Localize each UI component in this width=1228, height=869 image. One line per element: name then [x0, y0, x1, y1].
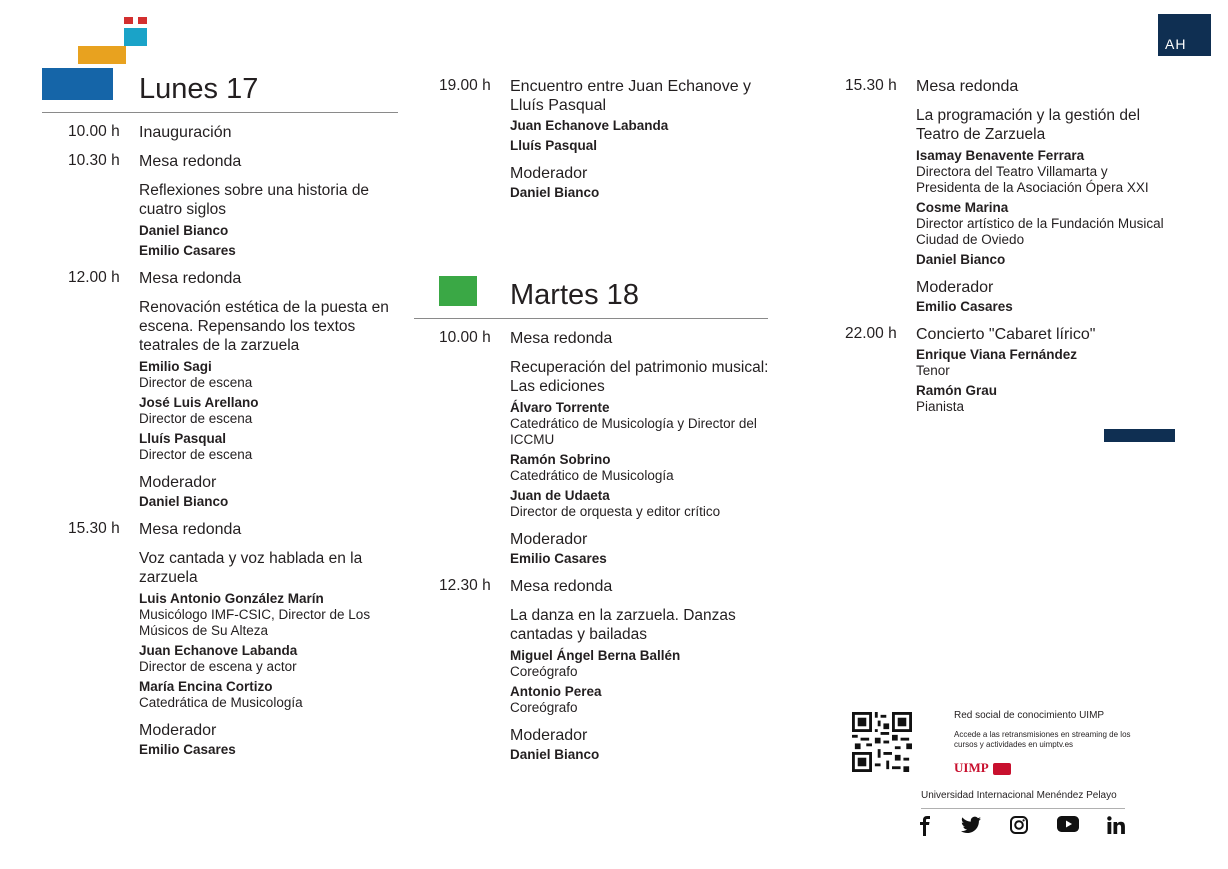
page-badge: [1158, 14, 1211, 56]
decorative-square-red: [124, 17, 133, 24]
schedule-slot: [439, 77, 779, 201]
speaker: [510, 451, 779, 484]
moderator: [510, 550, 779, 567]
moderator-name: Daniel Bianco: [139, 494, 229, 509]
schedule-slot: [68, 152, 398, 259]
speaker: [139, 590, 398, 639]
slot-topic: Recuperación del patrimonio musical: Las ediciones: [510, 359, 769, 395]
slot-time: 12.30 h: [439, 577, 491, 594]
speaker: [510, 683, 779, 716]
streaming-note: Accede a las retransmisiones en streaming de los cursos y actividades en uimptv.es: [954, 730, 1131, 749]
speaker-name: Daniel Bianco: [916, 252, 1006, 267]
speaker-role: Catedrática de Musicología: [139, 695, 303, 710]
qr-code[interactable]: [852, 712, 912, 772]
speaker-name: Ramón Grau: [916, 383, 998, 398]
facebook-icon[interactable]: [918, 816, 932, 836]
schedule-column-martes: [439, 329, 779, 763]
speaker-name: Juan de Udaeta: [510, 488, 610, 503]
speaker: [139, 430, 398, 463]
speaker-name: Miguel Ángel Berna Ballén: [510, 648, 681, 663]
speaker-role: Directora del Teatro Villamarta y Presidenta de la Asociación Ópera XXI: [916, 164, 1149, 195]
moderator: [139, 493, 398, 510]
speaker-name: Juan Echanove Labanda: [510, 118, 669, 133]
moderator-label: Moderador: [510, 727, 588, 744]
slot-title: Encuentro entre Juan Echanove y Lluís Pasqual: [510, 78, 752, 114]
speaker-name: Luis Antonio González Marín: [139, 591, 324, 606]
speaker: [139, 394, 398, 427]
moderator: [510, 184, 779, 201]
moderator-label: Moderador: [916, 279, 994, 296]
speaker-name: María Encina Cortizo: [139, 679, 273, 694]
slot-time: 15.30 h: [68, 520, 120, 537]
network-label: Red social de conocimiento UIMP: [954, 710, 1105, 721]
decorative-square-red: [138, 17, 147, 24]
slot-title: Mesa redonda: [139, 270, 242, 287]
slot-title: Concierto "Cabaret lírico": [916, 326, 1096, 343]
slot-topic: Voz cantada y voz hablada en la zarzuela: [139, 550, 363, 586]
speaker-name: Emilio Casares: [139, 243, 236, 258]
moderator: [139, 741, 398, 758]
speaker-role: Director de orquesta y editor crítico: [510, 504, 721, 519]
moderator-label: Moderador: [139, 474, 217, 491]
slot-time: 22.00 h: [845, 325, 897, 342]
slot-topic: Reflexiones sobre una historia de cuatro siglos: [139, 182, 370, 218]
decorative-block-blue: [42, 68, 113, 100]
speaker: [510, 117, 779, 134]
speaker-role: Coreógrafo: [510, 664, 578, 679]
speaker-name: Antonio Perea: [510, 684, 602, 699]
speaker: [916, 382, 1175, 415]
badge-text: AH: [1165, 36, 1187, 52]
slot-body: [510, 77, 779, 201]
slot-body: [139, 152, 398, 259]
slot-title: Inauguración: [139, 124, 232, 141]
speaker-name: Juan Echanove Labanda: [139, 643, 298, 658]
moderator: [916, 298, 1175, 315]
decorative-bar-navy: [1104, 429, 1175, 442]
speaker-name: Emilio Sagi: [139, 359, 212, 374]
speaker: [916, 199, 1175, 248]
uimp-logo[interactable]: [954, 760, 1011, 776]
moderator-name: Daniel Bianco: [510, 185, 600, 200]
speaker: [510, 487, 779, 520]
instagram-icon[interactable]: [1010, 816, 1028, 834]
speaker-role: Director de escena: [139, 375, 253, 390]
speaker-role: Director de escena: [139, 447, 253, 462]
speaker-name: José Luis Arellano: [139, 395, 259, 410]
speaker: [139, 242, 398, 259]
speaker-role: Catedrático de Musicología y Director del ICCMU: [510, 416, 757, 447]
speaker-name: Isamay Benavente Ferrara: [916, 148, 1085, 163]
speaker: [510, 647, 779, 680]
slot-title: Mesa redonda: [916, 78, 1019, 95]
uimp-logo-text: UIMP: [954, 760, 988, 775]
slot-body: [139, 520, 398, 758]
slot-topic: La programación y la gestión del Teatro de Zarzuela: [916, 107, 1141, 143]
day-title: Lunes 17: [139, 73, 259, 105]
slot-title: Mesa redonda: [139, 153, 242, 170]
speaker-role: Catedrático de Musicología: [510, 468, 674, 483]
day-title: Martes 18: [510, 279, 639, 311]
slot-time: 10.00 h: [439, 329, 491, 346]
slot-time: 10.30 h: [68, 152, 120, 169]
speaker: [510, 137, 779, 154]
schedule-slot: [439, 329, 779, 567]
speaker: [139, 678, 398, 711]
speaker-name: Enrique Viana Fernández: [916, 347, 1078, 362]
decorative-block-teal: [124, 28, 147, 46]
schedule-column-lunes: [68, 123, 398, 758]
speaker-name: Cosme Marina: [916, 200, 1009, 215]
slot-body: [510, 577, 779, 763]
twitter-icon[interactable]: [961, 816, 981, 834]
moderator-name: Daniel Bianco: [510, 747, 600, 762]
speaker: [139, 222, 398, 239]
slot-time: 19.00 h: [439, 77, 491, 94]
speaker-name: Álvaro Torrente: [510, 400, 610, 415]
schedule-slot: [439, 577, 779, 763]
schedule-slot: [845, 77, 1175, 315]
slot-body: [916, 325, 1175, 415]
speaker-name: Daniel Bianco: [139, 223, 229, 238]
youtube-icon[interactable]: [1057, 816, 1079, 832]
decorative-block-orange: [78, 46, 126, 64]
speaker: [139, 358, 398, 391]
schedule-slot: [68, 123, 398, 142]
speaker-name: Ramón Sobrino: [510, 452, 611, 467]
moderator-label: Moderador: [510, 165, 588, 182]
slot-time: 12.00 h: [68, 269, 120, 286]
speaker-role: Pianista: [916, 399, 965, 414]
university-name: Universidad Internacional Menéndez Pelayo: [921, 790, 1117, 801]
speaker: [139, 642, 398, 675]
speaker-role: Director de escena y actor: [139, 659, 297, 674]
schedule-slot: [845, 325, 1175, 415]
slot-title: Mesa redonda: [139, 521, 242, 538]
slot-body: [510, 329, 779, 567]
schedule-slot: [68, 520, 398, 758]
slot-title: Mesa redonda: [510, 578, 613, 595]
divider: [921, 808, 1125, 809]
slot-time: 15.30 h: [845, 77, 897, 94]
slot-body: [916, 77, 1175, 315]
speaker-name: Lluís Pasqual: [510, 138, 598, 153]
speaker: [510, 399, 779, 448]
divider: [414, 318, 768, 319]
slot-time: 10.00 h: [68, 123, 120, 140]
moderator: [510, 746, 779, 763]
day-heading-martes: [510, 279, 639, 312]
decorative-block-green: [439, 276, 477, 306]
tv-icon: [993, 763, 1011, 775]
speaker-role: Coreógrafo: [510, 700, 578, 715]
speaker-role: Director de escena: [139, 411, 253, 426]
slot-body: [139, 269, 398, 510]
linkedin-icon[interactable]: [1107, 816, 1125, 834]
slot-topic: La danza en la zarzuela. Danzas cantadas y bailadas: [510, 607, 736, 643]
moderator-label: Moderador: [510, 531, 588, 548]
speaker: [916, 147, 1175, 196]
speaker-role: Tenor: [916, 363, 950, 378]
moderator-name: Emilio Casares: [916, 299, 1013, 314]
schedule-slot: [68, 269, 398, 510]
speaker: [916, 251, 1175, 268]
slot-topic: Renovación estética de la puesta en escena. Repensando los textos teatrales de la zarzuela: [139, 299, 389, 354]
slot-body: [139, 123, 398, 142]
divider: [42, 112, 398, 113]
schedule-column-evening: [439, 77, 779, 201]
moderator-name: Emilio Casares: [510, 551, 607, 566]
speaker-role: Director artístico de la Fundación Musical Ciudad de Oviedo: [916, 216, 1164, 247]
schedule-column-right: [845, 77, 1175, 415]
speaker-role: Musicólogo IMF-CSIC, Director de Los Músicos de Su Alteza: [139, 607, 371, 638]
moderator-label: Moderador: [139, 722, 217, 739]
slot-title: Mesa redonda: [510, 330, 613, 347]
day-heading-lunes: [139, 73, 258, 106]
speaker: [916, 346, 1175, 379]
speaker-name: Lluís Pasqual: [139, 431, 227, 446]
moderator-name: Emilio Casares: [139, 742, 236, 757]
